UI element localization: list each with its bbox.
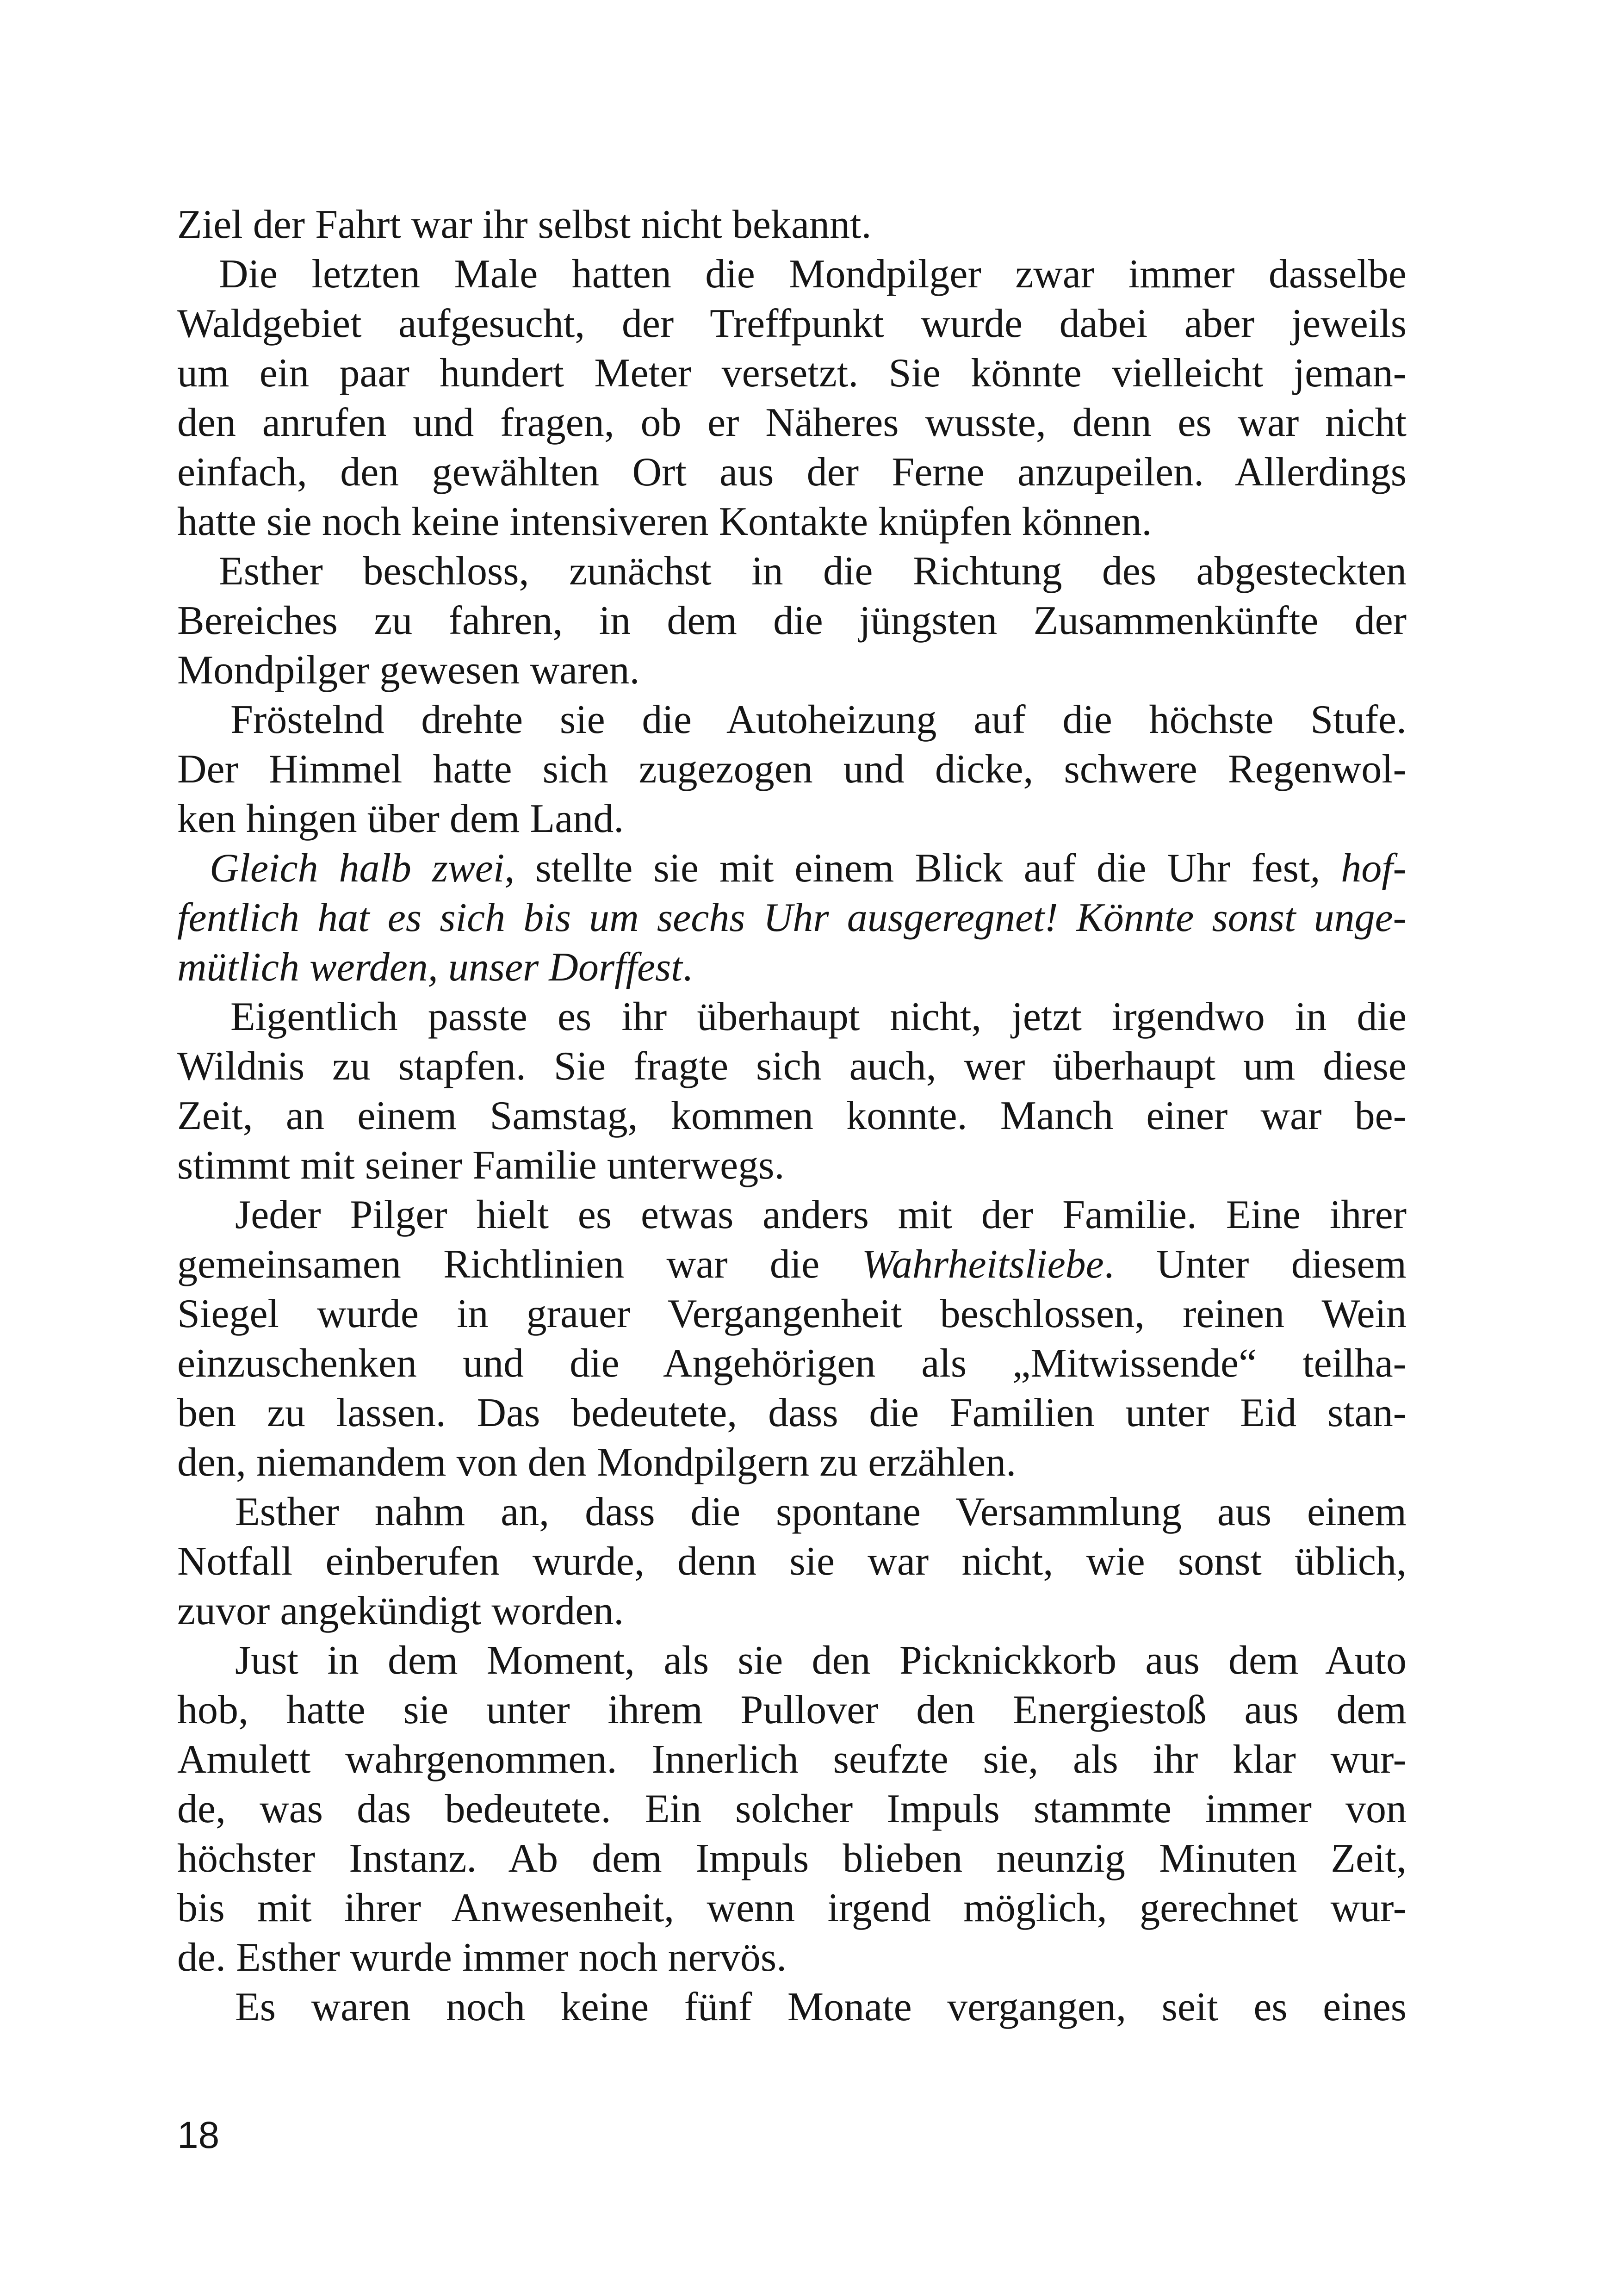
text-line: Eigentlich passte es ihr überhaupt nicht, jetzt irgendwo in die <box>230 994 1407 1039</box>
text-line: Fröstelnd drehte sie die Autoheizung auf die höchste Stufe. <box>230 697 1407 742</box>
text-line: Wildnis zu stapfen. Sie fragte sich auch, wer überhaupt um diese <box>177 1044 1407 1089</box>
page-number: 18 <box>177 2114 220 2156</box>
text-line: Waldgebiet aufgesucht, der Treffpunkt wurde dabei aber jeweils <box>177 301 1407 346</box>
text-line: den, niemandem von den Mondpilgern zu erzählen. <box>177 1440 1017 1485</box>
text-line: Ziel der Fahrt war ihr selbst nicht bekannt. <box>177 202 872 247</box>
text-line: Esther nahm an, dass die spontane Versammlung aus einem <box>235 1489 1407 1534</box>
text-line: hatte sie noch keine intensiveren Kontakte knüpfen können. <box>177 499 1152 544</box>
text-span: . Unter diesem <box>1103 1242 1407 1287</box>
text-line: höchster Instanz. Ab dem Impuls blieben neunzig Minuten Zeit, <box>177 1836 1407 1881</box>
text-line: hob, hatte sie unter ihrem Pullover den Energiestoß aus dem <box>177 1688 1407 1732</box>
text-line: ben zu lassen. Das bedeutete, dass die Familien unter Eid stan- <box>177 1390 1407 1435</box>
text-line: de, was das bedeutete. Ein solcher Impuls stammte immer von <box>177 1787 1407 1831</box>
text-line: Mondpilger gewesen waren. <box>177 648 640 693</box>
text-line <box>177 844 1407 893</box>
italic-text: Wahrheitsliebe <box>862 1242 1104 1287</box>
text-line: Notfall einberufen wurde, denn sie war nicht, wie sonst üblich, <box>177 1539 1407 1584</box>
text-span: . <box>682 945 693 990</box>
text-line: de. Esther wurde immer noch nervös. <box>177 1935 787 1980</box>
text-line: Amulett wahrgenommen. Innerlich seufzte sie, als ihr klar wur- <box>177 1737 1407 1782</box>
italic-text: Gleich halb zwei, <box>210 846 515 891</box>
text-line: Esther beschloss, zunächst in die Richtung des abgesteckten <box>219 549 1407 594</box>
text-line <box>177 943 1407 992</box>
text-line: ken hingen über dem Land. <box>177 796 624 841</box>
text-span: gemeinsamen Richtlinien war die <box>177 1242 862 1287</box>
text-line: Es waren noch keine fünf Monate vergangen, seit es eines <box>235 1985 1407 2029</box>
italic-text-line: fentlich hat es sich bis um sechs Uhr ausgeregnet! Könnte sonst unge- <box>177 895 1407 940</box>
italic-text: mütlich werden, unser Dorffest <box>177 945 682 990</box>
text-line: zuvor angekündigt worden. <box>177 1589 624 1633</box>
text-line: bis mit ihrer Anwesenheit, wenn irgend möglich, gerechnet wur- <box>177 1886 1407 1930</box>
text-line: stimmt mit seiner Familie unterwegs. <box>177 1143 785 1188</box>
text-line <box>177 1240 1407 1289</box>
text-line: um ein paar hundert Meter versetzt. Sie könnte vielleicht jeman- <box>177 351 1407 396</box>
text-line: Jeder Pilger hielt es etwas anders mit der Familie. Eine ihrer <box>235 1192 1407 1237</box>
text-line: Bereiches zu fahren, in dem die jüngsten Zusammenkünfte der <box>177 598 1407 643</box>
text-line: einzuschenken und die Angehörigen als „Mitwissende“ teilha- <box>177 1341 1407 1386</box>
body-text <box>177 200 1407 2032</box>
text-line: Zeit, an einem Samstag, kommen konnte. Manch einer war be- <box>177 1093 1407 1138</box>
text-line: Just in dem Moment, als sie den Picknickkorb aus dem Auto <box>235 1638 1407 1683</box>
text-line: Der Himmel hatte sich zugezogen und dicke, schwere Regenwol- <box>177 747 1407 792</box>
italic-text: , hof- <box>1310 846 1407 891</box>
text-line: einfach, den gewählten Ort aus der Ferne anzupeilen. Allerdings <box>177 450 1407 495</box>
text-line: Die letzten Male hatten die Mondpilger zwar immer dasselbe <box>219 252 1407 297</box>
text-span: stellte sie mit einem Blick auf die Uhr fest <box>515 846 1310 891</box>
text-line: Siegel wurde in grauer Vergangenheit beschlossen, reinen Wein <box>177 1291 1407 1336</box>
text-line: den anrufen und fragen, ob er Näheres wusste, denn es war nicht <box>177 400 1407 445</box>
